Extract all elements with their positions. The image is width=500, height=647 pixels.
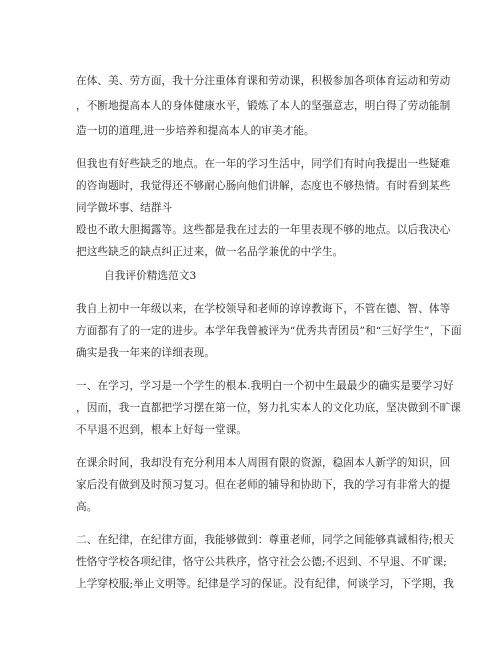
paragraph-line: 方面都有了的一定的进步。本学年我曾被评为“优秀共青团员”和“三好学生”，下面 bbox=[76, 325, 462, 337]
paragraph-line: ，因而，我一直都把学习摆在第一位，努力扎实本人的文化功底，坚决做到不旷课 bbox=[76, 402, 461, 414]
paragraph-line: 二、在纪律，在纪律方面，我能够做到：尊重老师，同学之间能够真诚相待;根天 bbox=[76, 534, 454, 546]
paragraph-line: 的咨询题时，我觉得还不够耐心肠向他们讲解，态度也不够热情。有时看到某些 bbox=[76, 180, 451, 192]
paragraph-line: 把这些缺乏的缺点纠正过来，做一名品学兼优的中学生。 bbox=[76, 246, 344, 258]
paragraph-line: 家后没有做到及时预习复习。但在老师的辅导和协助下，我的学习有非常大的提 bbox=[76, 479, 451, 491]
paragraph-line: 我自上初中一年级以来，在学校领导和老师的谆谆教诲下，不管在德、智、体等 bbox=[76, 303, 451, 315]
paragraph-line: 同学做坏事、结群斗 bbox=[76, 202, 173, 214]
paragraph-line: 不早退不迟到，根本上好每一堂课。 bbox=[76, 424, 248, 436]
paragraph-line: 在课余时间，我却没有充分利用本人周围有限的资源，稳固本人新学的知识，回 bbox=[76, 457, 451, 469]
paragraph-line: 一、在学习，学习是一个学生的根本.我明白一个初中生最最少的确实是要学习好 bbox=[76, 380, 454, 392]
paragraph-line: 性恪守学校各项纪律，恪守公共秩序，恪守社会公德;不迟到、不早退、不旷课; bbox=[76, 556, 447, 568]
paragraph-line: 造一切的道理,进一步培养和提高本人的审美才能。 bbox=[76, 125, 315, 137]
paragraph-line: 但我也有好些缺乏的地点。在一年的学习生活中，同学们有时向我提出一些疑难 bbox=[76, 158, 451, 170]
paragraph-line: 殴也不敢大胆揭露等。这些都是我在过去的一年里表现不够的地点。以后我决心 bbox=[76, 224, 451, 236]
paragraph-line: 高。 bbox=[76, 501, 98, 513]
section-heading: 自我评价精选范文3 bbox=[104, 270, 197, 282]
paragraph-line: 在体、美、劳方面，我十分注重体育课和劳动课，积极参加各项体育运动和劳动 bbox=[76, 75, 451, 87]
paragraph-line: 上学穿校服;举止文明等。纪律是学习的保证。没有纪律，何谈学习，下学期，我 bbox=[76, 578, 454, 590]
paragraph-line: ，不断地提高本人的身体健康水平，锻炼了本人的坚强意志，明白得了劳动能制 bbox=[76, 100, 451, 112]
paragraph-line: 确实是我一年来的详细表现。 bbox=[76, 347, 216, 359]
